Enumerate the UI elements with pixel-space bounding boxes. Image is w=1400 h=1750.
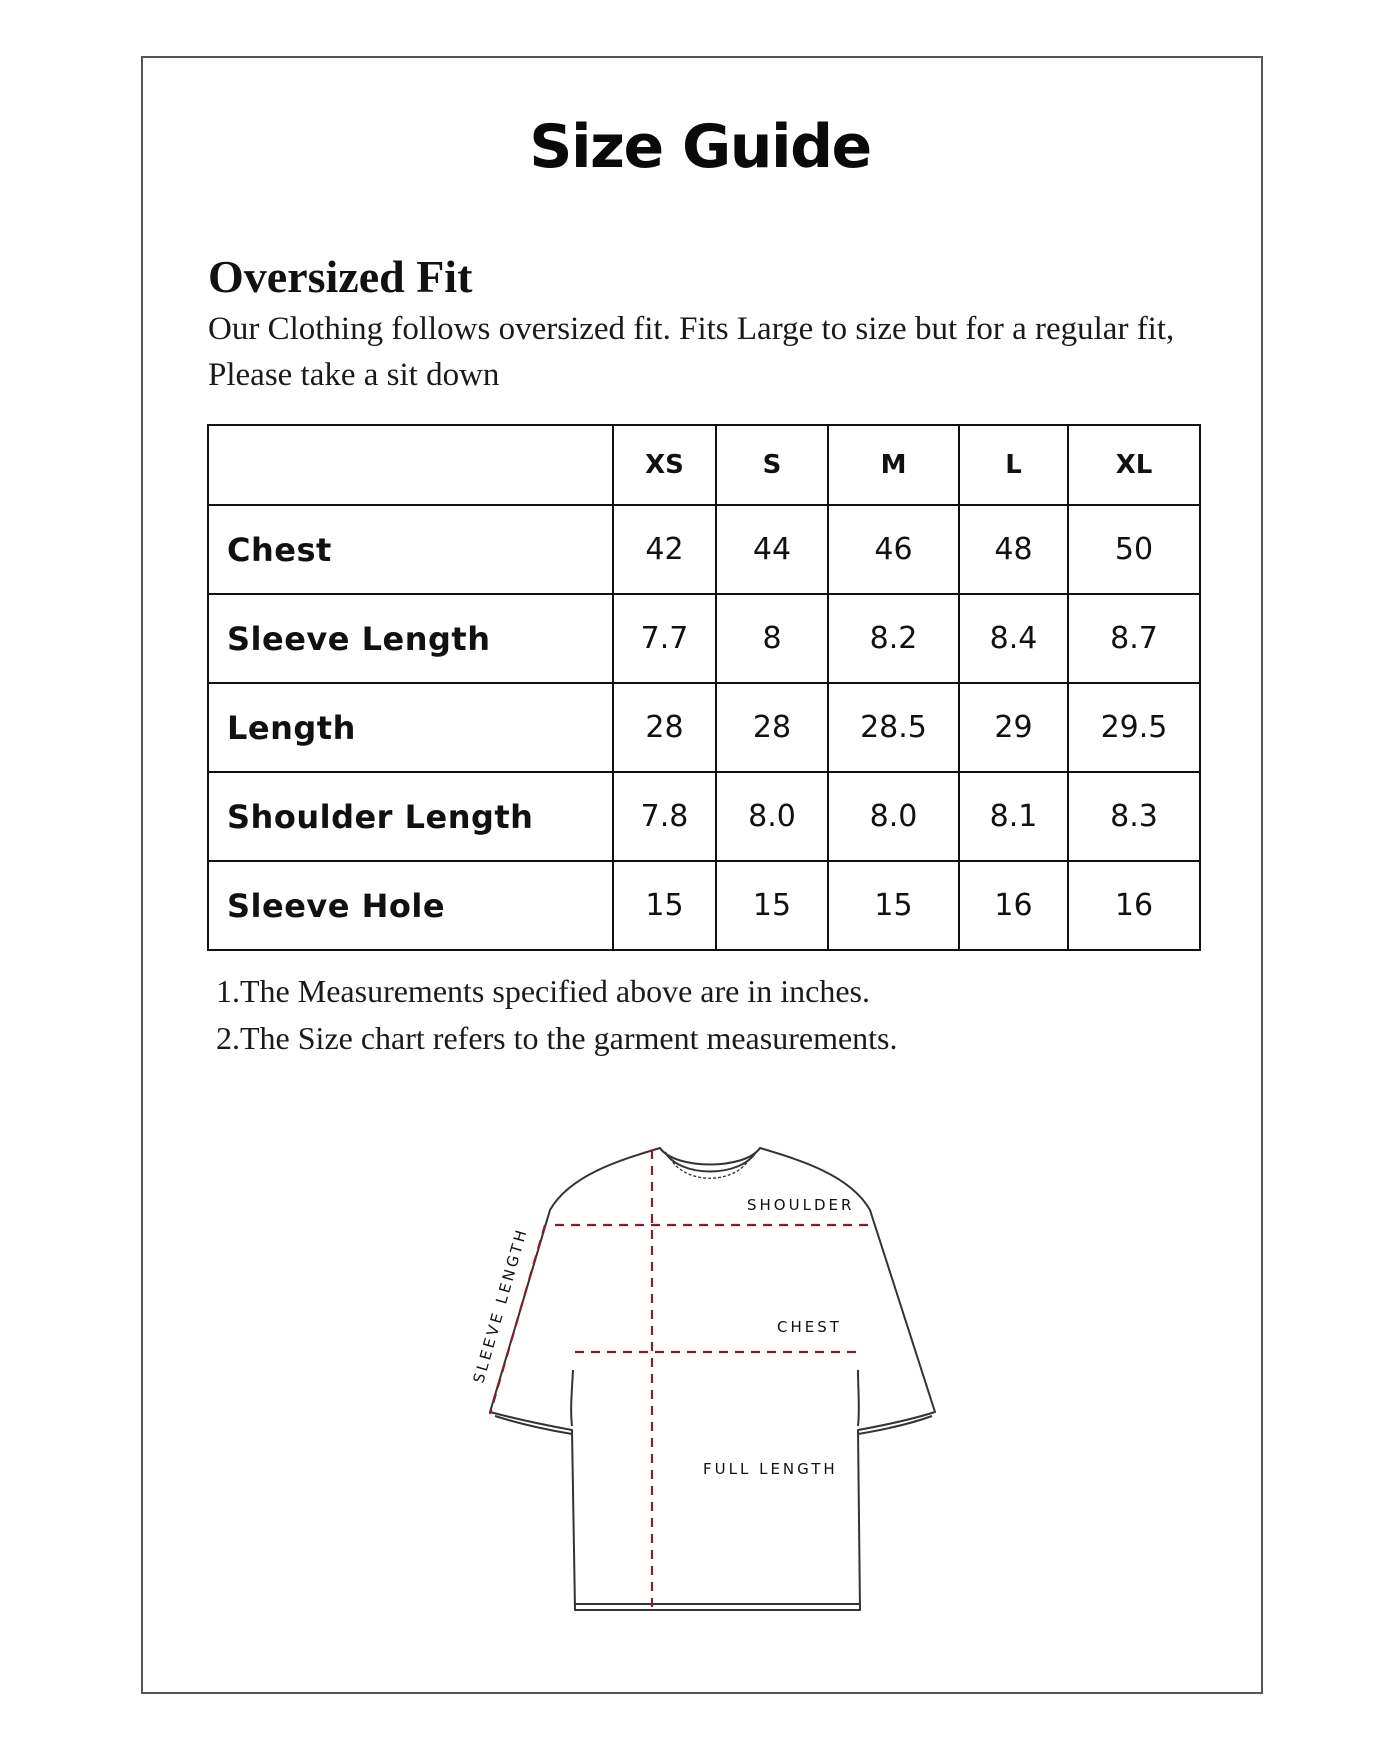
corner-cell bbox=[208, 425, 613, 505]
size-header-s: S bbox=[716, 425, 828, 505]
size-header-row bbox=[208, 425, 1200, 505]
chest-label: CHEST bbox=[777, 1318, 842, 1336]
row-label-length: Length bbox=[208, 683, 613, 772]
row-label-chest: Chest bbox=[208, 505, 613, 594]
table-cell: 8.1 bbox=[959, 772, 1068, 861]
table-cell: 28 bbox=[716, 683, 828, 772]
full-length-label: FULL LENGTH bbox=[703, 1460, 838, 1478]
table-cell: 42 bbox=[613, 505, 716, 594]
table-cell: 8.2 bbox=[828, 594, 959, 683]
table-cell: 28.5 bbox=[828, 683, 959, 772]
table-cell: 8.0 bbox=[828, 772, 959, 861]
table-cell: 7.7 bbox=[613, 594, 716, 683]
table-cell: 8 bbox=[716, 594, 828, 683]
table-cell: 48 bbox=[959, 505, 1068, 594]
fit-description: Our Clothing follows oversized fit. Fits Large to size but for a regular fit, Please take a sit down bbox=[208, 311, 1175, 393]
tshirt-outline-icon bbox=[490, 1148, 935, 1610]
size-header-xs: XS bbox=[613, 425, 716, 505]
page-title: Size Guide bbox=[529, 112, 871, 182]
table-cell: 15 bbox=[613, 861, 716, 950]
table-cell: 15 bbox=[716, 861, 828, 950]
row-label-sleeve-length: Sleeve Length bbox=[208, 594, 613, 683]
table-cell: 7.8 bbox=[613, 772, 716, 861]
table-row bbox=[208, 505, 1200, 594]
table-cell: 16 bbox=[959, 861, 1068, 950]
size-header-l: L bbox=[959, 425, 1068, 505]
table-row bbox=[208, 594, 1200, 683]
table-row bbox=[208, 772, 1200, 861]
table-cell: 8.0 bbox=[716, 772, 828, 861]
table-cell: 15 bbox=[828, 861, 959, 950]
table-row bbox=[208, 683, 1200, 772]
row-label-sleeve-hole: Sleeve Hole bbox=[208, 861, 613, 950]
table-row bbox=[208, 861, 1200, 950]
row-label-shoulder-length: Shoulder Length bbox=[208, 772, 613, 861]
table-cell: 8.4 bbox=[959, 594, 1068, 683]
shoulder-label: SHOULDER bbox=[747, 1196, 855, 1214]
tshirt-measurement-diagram bbox=[460, 1130, 960, 1620]
sleeve-length-label: SLEEVE LENGTH bbox=[469, 1225, 532, 1386]
table-cell: 29 bbox=[959, 683, 1068, 772]
size-header-xl: XL bbox=[1068, 425, 1200, 505]
table-cell: 50 bbox=[1068, 505, 1200, 594]
table-cell: 28 bbox=[613, 683, 716, 772]
note-item: 2.The Size chart refers to the garment measurements. bbox=[216, 1020, 898, 1056]
note-item: 1.The Measurements specified above are in inches. bbox=[216, 973, 870, 1009]
fit-heading: Oversized Fit bbox=[208, 251, 473, 302]
table-cell: 8.3 bbox=[1068, 772, 1200, 861]
measurement-notes bbox=[216, 968, 898, 1062]
table-cell: 44 bbox=[716, 505, 828, 594]
size-header-m: M bbox=[828, 425, 959, 505]
table-cell: 8.7 bbox=[1068, 594, 1200, 683]
size-table bbox=[207, 424, 1201, 951]
table-cell: 16 bbox=[1068, 861, 1200, 950]
table-cell: 46 bbox=[828, 505, 959, 594]
table-cell: 29.5 bbox=[1068, 683, 1200, 772]
